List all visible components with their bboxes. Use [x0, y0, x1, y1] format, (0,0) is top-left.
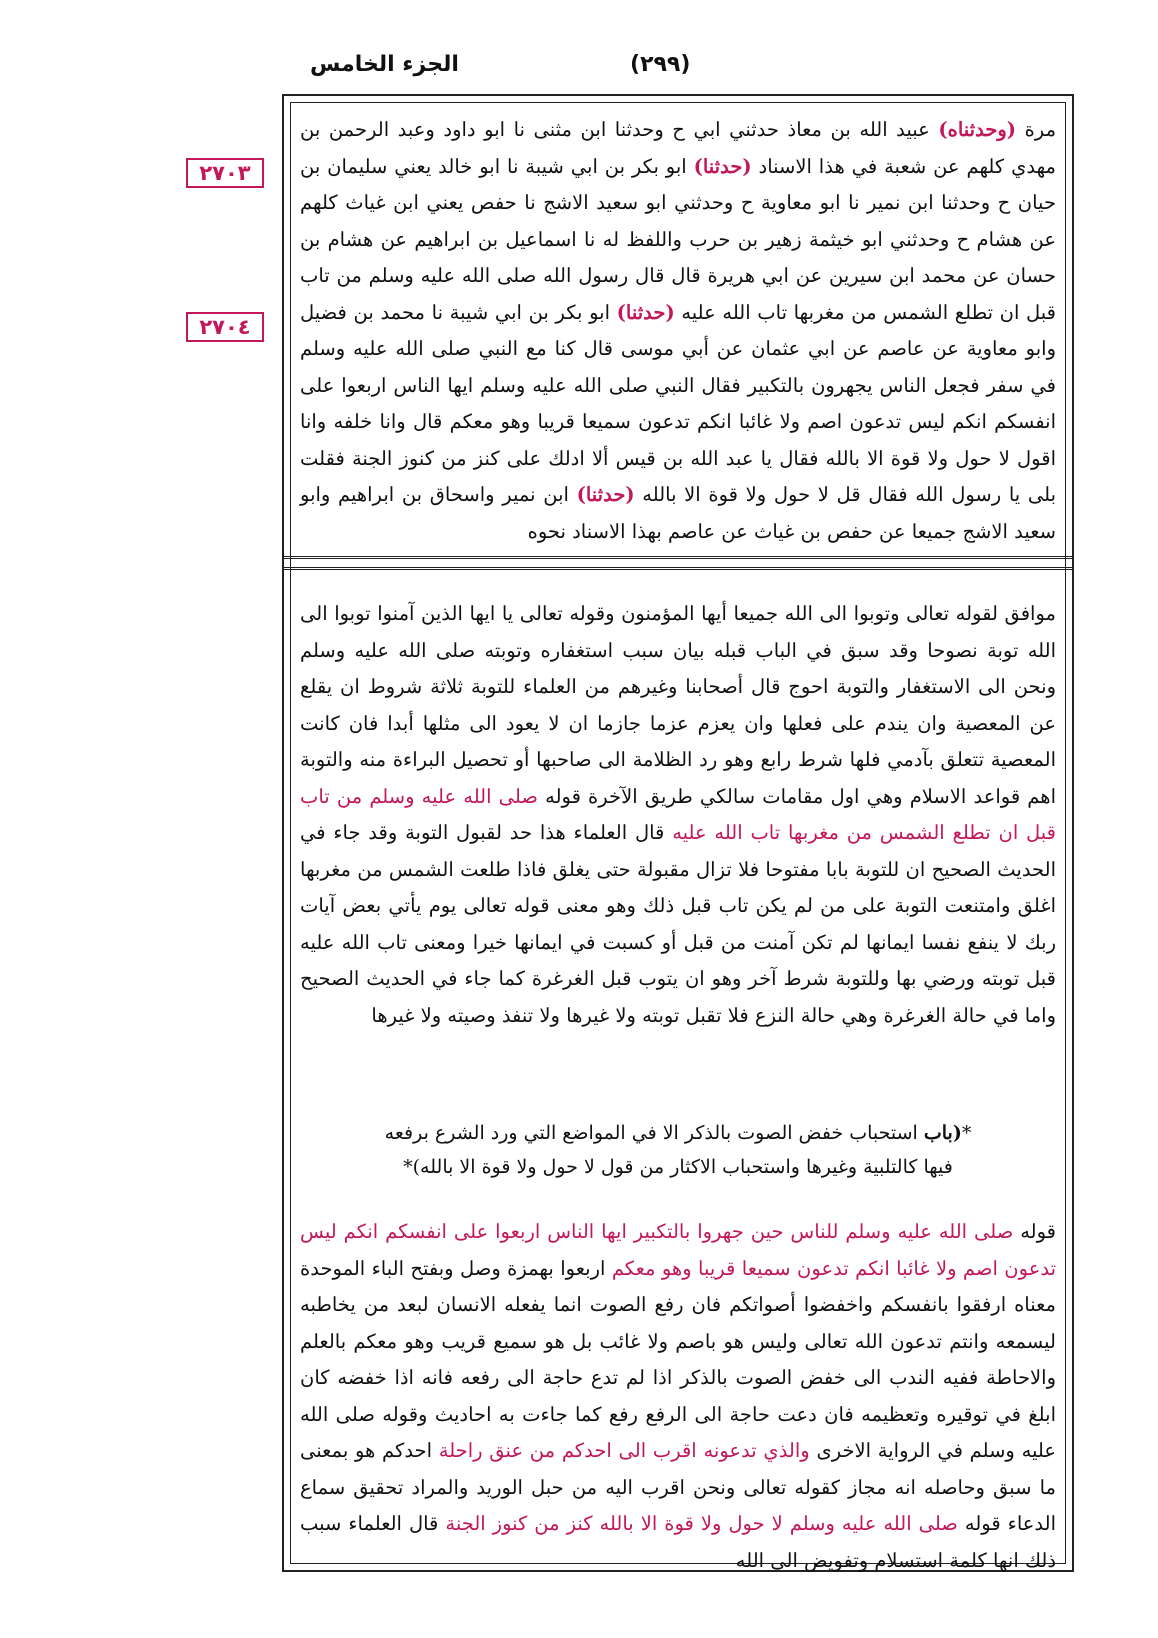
narration-lead: (حدثنا): [576, 483, 635, 506]
page-number: (٢٩٩): [630, 52, 691, 77]
hadith-quote: صلى الله عليه وسلم لا حول ولا قوة الا بالله كنز من كنوز الجنة: [445, 1512, 958, 1535]
chapter-heading: [324, 1116, 1032, 1184]
chapter-title-line1: استحباب خفض الصوت بالذكر الا في المواضع التي ورد الشرع برفعه: [384, 1122, 918, 1144]
commentary-text: احدكم هو بمعنى ما سبق وحاصله انه مجاز كقوله تعالى ونحن اقرب اليه من حبل الوريد والمراد تحقيق سماع الدعاء قوله: [300, 1439, 1056, 1535]
commentary-text: قال العلماء هذا حد لقبول التوبة وقد جاء في الحديث الصحيح ان للتوبة بابا مفتوحا فلا تزال مقبولة حتى يغلق فاذا طلعت الشمس من مغربها اغلق وامتنعت التوبة على من لم يكن تاب قبل ذلك وهو معنى قوله تعالى يوم يأتي بعض آيات ربك لا ينفع نفسا ايمانها لم تكن آمنت من قبل أو كسبت في ايمانها خيرا ومعنى تاب الله عليه قبل توبته ورضي بها وللتوبة شرط آخر وهو ان يتوب قبل الغرغرة كما جاء في الحديث الصحيح واما في حالة الغرغرة وهي حالة النزع فلا تقبل توبته ولا غيرها ولا تنفذ وصيته ولا غيرها: [300, 821, 1056, 1027]
narration-lead: (وحدثناه): [938, 118, 1017, 141]
commentary-text: اربعوا بهمزة وصل وبفتح الباء الموحدة معناه ارفقوا بانفسكم واخفضوا أصواتكم فان رفع الصوت انما يفعله الانسان لبعد من يخاطبه ليسمعه وانتم تدعون الله تعالى وليس هو باصم ولا غائب بل هو سميع قريب وهو معكم بالعلم والاحاطة ففيه الندب الى خفض الصوت بالذكر اذا لم تدع حاجة الى رفعه فانه اذا خفضه كان ابلغ في توقيره وتعظيمه فان دعت حاجة الى الرفع رفع كما جاءت به احاديث وقوله صلى الله عليه وسلم في الرواية الاخرى: [300, 1256, 1056, 1462]
narration-lead: (حدثنا): [616, 300, 675, 324]
commentary-paragraph: [300, 1214, 1056, 1579]
chapter-title-line2: فيها كالتلبية وغيرها واستحباب الاكثار من قول لا حول ولا قوة الا بالله): [412, 1156, 953, 1178]
narration-lead: (حدثنا): [693, 154, 752, 178]
hadith-text: ابو بكر بن ابي شيبة نا ابو خالد يعني سليمان بن حيان ح وحدثنا ابن نمير نا ابو معاوية ح وحدثني ابو سعيد الاشج نا حفص يعني ابن غياث كلهم عن هشام ح وحدثني ابو خيثمة زهير بن حرب واللفظ له نا اسماعيل بن ابراهيم عن هشام بن حسان عن محمد ابن سيرين عن ابي هريرة قال قال رسول الله صلى الله عليه وسلم من تاب قبل ان تطلع الشمس من مغربها تاب الله عليه: [300, 154, 1057, 324]
commentary-text: قوله: [1020, 1220, 1056, 1243]
hadith-text: عبيد الله بن معاذ حدثني ابي ح وحدثنا ابن مثنى نا ابو داود وعبد الرحمن بن مهدي كلهم عن شعبة في هذا الاسناد: [300, 118, 1056, 178]
commentary-block-2: [300, 1214, 1056, 1579]
part-title: الجزء الخامس: [310, 52, 459, 77]
hadith-number-2704: ٢٧٠٤: [186, 312, 264, 342]
hadith-quote: صلى الله عليه وسلم من تاب قبل ان تطلع الشمس من مغربها تاب الله عليه: [300, 784, 1056, 844]
chapter-label: (باب: [923, 1122, 962, 1144]
hadith-number-2703: ٢٧٠٣: [186, 158, 264, 188]
hadith-text: ابن نمير واسحاق بن ابراهيم وابو سعيد الاشج جميعا عن حفص بن غياث عن عاصم بهذا الاسناد نحوه: [300, 483, 1056, 543]
commentary-block: [300, 596, 1056, 1034]
commentary-text: موافق لقوله تعالى وتوبوا الى الله جميعا أيها المؤمنون وقوله تعالى يا ايها الذين آمنوا توبوا الى الله توبة نصوحا وقد سبق في الباب قبله بيان سبب استغفاره وتوبته صلى الله عليه وسلم ونحن الى الاستغفار والتوبة احوج قال أصحابنا وغيرهم من العلماء للتوبة ثلاثة شروط ان يقلع عن المعصية وان يندم على فعلها وان يعزم عزما جازما ان لا يعود الى مثلها أبدا فان كانت المعصية تتعلق بآدمي فلها شرط رابع وهو رد الظلامة الى صاحبها أو تحصيل البراءة منه والتوبة اهم قواعد الاسلام وهي اول مقامات سالكي طريق الآخرة قوله: [300, 602, 1056, 808]
page-frame: [282, 94, 1074, 1572]
hadith-text-block: [300, 112, 1056, 550]
hadith-quote: والذي تدعونه اقرب الى احدكم من عنق راحلة: [438, 1439, 810, 1462]
hadith-text: مرة: [1024, 118, 1057, 141]
chapter-star-close: *: [403, 1156, 413, 1178]
hadith-quote: صلى الله عليه وسلم للناس حين جهروا بالتكبير ايها الناس اربعوا على انفسكم انكم ليس تدعون اصم ولا غائبا انكم تدعون سميعا قريبا وهو معكم: [300, 1220, 1056, 1280]
commentary-paragraph: [300, 596, 1056, 1034]
commentary-text: قال العلماء سبب ذلك انها كلمة استسلام وتفويض الى الله: [300, 1512, 1056, 1572]
hadith-paragraph: [300, 112, 1056, 550]
chapter-star-open: *: [961, 1122, 972, 1144]
page-header: [290, 52, 1030, 92]
hadith-text: ابو بكر بن ابي شيبة نا محمد بن فضيل وابو معاوية عن عاصم عن ابي عثمان عن أبي موسى قال كنا مع النبي صلى الله عليه وسلم في سفر فجعل الناس يجهرون بالتكبير فقال النبي صلى الله عليه وسلم ايها الناس اربعوا على انفسكم انكم ليس تدعون اصم ولا غائبا انكم تدعون سميعا قريبا وهو معكم قال وانا خلفه وانا اقول لا حول ولا قوة الا بالله فقال يا عبد الله بن قيس ألا ادلك على كنز من كنوز الجنة فقلت بلى يا رسول الله فقال قل لا حول ولا قوة الا بالله: [300, 300, 1057, 506]
section-separator: [284, 556, 1072, 570]
